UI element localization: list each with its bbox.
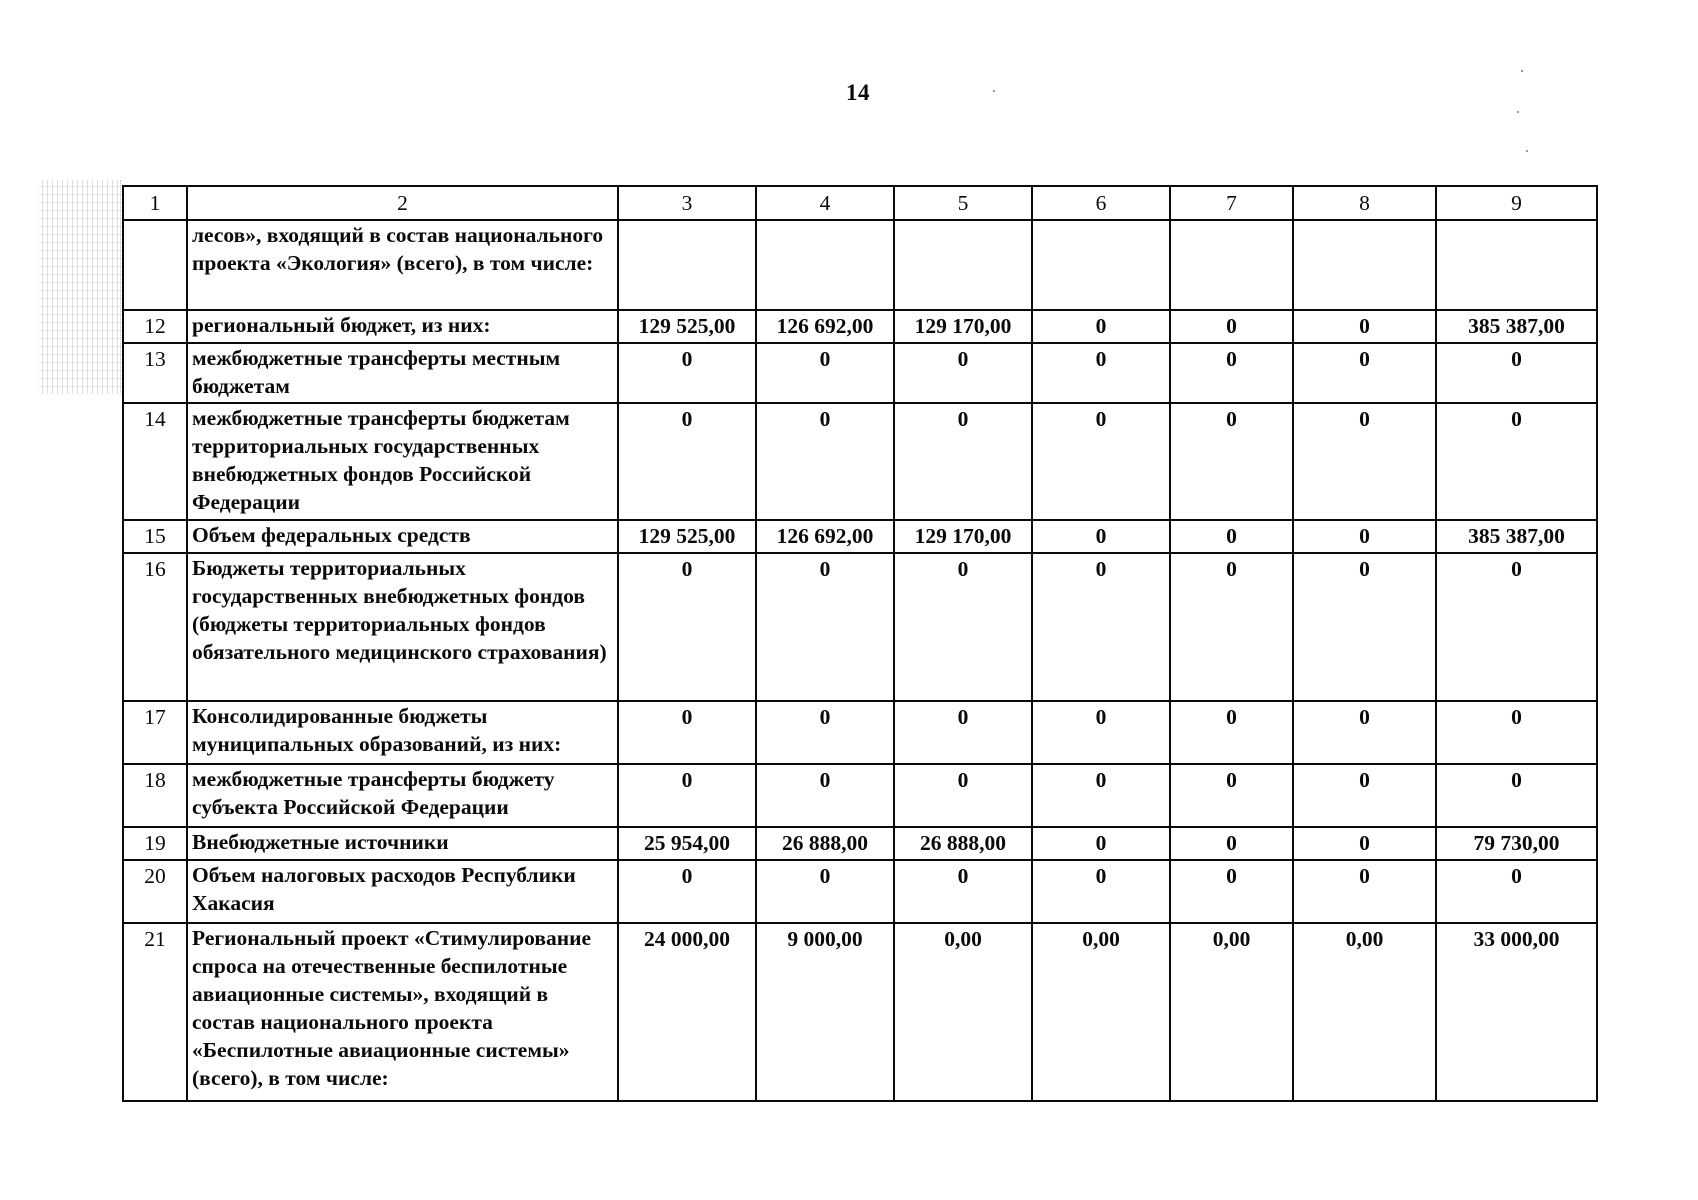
value-cell-col-3: 0	[618, 403, 756, 520]
row-label-cell: Объем налоговых расходов Республики Хакасия	[187, 860, 618, 923]
row-number-cell	[123, 220, 187, 310]
row-label-cell: Внебюджетные источники	[187, 827, 618, 860]
value-cell-col-5: 0	[894, 403, 1032, 520]
table-row	[123, 764, 1597, 827]
value-cell-col-9: 0	[1436, 343, 1597, 403]
value-cell-col-3	[618, 220, 756, 310]
row-label-cell: лесов», входящий в состав национального проекта «Экология» (всего), в том числе:	[187, 220, 618, 310]
row-label-cell: Бюджеты территориальных государственных внебюджетных фондов (бюджеты территориальных фондов обязательного медицинского страхования)	[187, 553, 618, 701]
value-cell-col-8: 0	[1293, 310, 1436, 343]
table-body	[123, 186, 1597, 1101]
value-cell-col-6: 0	[1032, 827, 1170, 860]
table-row	[123, 860, 1597, 923]
row-number-cell: 12	[123, 310, 187, 343]
value-cell-col-4: 26 888,00	[756, 827, 894, 860]
value-cell-col-8: 0	[1293, 520, 1436, 553]
value-cell-col-9: 0	[1436, 701, 1597, 764]
value-cell-col-3: 25 954,00	[618, 827, 756, 860]
value-cell-col-5: 129 170,00	[894, 520, 1032, 553]
table-row	[123, 310, 1597, 343]
value-cell-col-7: 0	[1170, 310, 1293, 343]
table-row	[123, 520, 1597, 553]
value-cell-col-7: 0	[1170, 860, 1293, 923]
value-cell-col-7	[1170, 220, 1293, 310]
header-cell: 6	[1032, 186, 1170, 220]
value-cell-col-7: 0	[1170, 343, 1293, 403]
value-cell-col-5	[894, 220, 1032, 310]
value-cell-col-8: 0	[1293, 827, 1436, 860]
value-cell-col-5: 0	[894, 764, 1032, 827]
value-cell-col-3: 0	[618, 701, 756, 764]
value-cell-col-6	[1032, 220, 1170, 310]
value-cell-col-6: 0	[1032, 520, 1170, 553]
value-cell-col-9: 0	[1436, 403, 1597, 520]
row-number-cell: 17	[123, 701, 187, 764]
value-cell-col-4: 9 000,00	[756, 923, 894, 1101]
value-cell-col-4	[756, 220, 894, 310]
scan-speck	[1517, 111, 1519, 113]
row-number-cell: 13	[123, 343, 187, 403]
row-number-cell: 15	[123, 520, 187, 553]
value-cell-col-8	[1293, 220, 1436, 310]
value-cell-col-3: 129 525,00	[618, 310, 756, 343]
header-cell: 2	[187, 186, 618, 220]
value-cell-col-9: 0	[1436, 553, 1597, 701]
value-cell-col-8: 0	[1293, 764, 1436, 827]
value-cell-col-5: 0,00	[894, 923, 1032, 1101]
header-cell: 9	[1436, 186, 1597, 220]
value-cell-col-9: 0	[1436, 860, 1597, 923]
value-cell-col-3: 0	[618, 343, 756, 403]
row-number-cell: 20	[123, 860, 187, 923]
value-cell-col-8: 0	[1293, 403, 1436, 520]
table-row	[123, 827, 1597, 860]
row-number-cell: 16	[123, 553, 187, 701]
value-cell-col-5: 0	[894, 860, 1032, 923]
value-cell-col-5: 0	[894, 343, 1032, 403]
scan-speck	[1521, 70, 1523, 72]
header-cell: 8	[1293, 186, 1436, 220]
value-cell-col-7: 0	[1170, 520, 1293, 553]
value-cell-col-7: 0	[1170, 827, 1293, 860]
header-cell: 7	[1170, 186, 1293, 220]
row-label-cell: межбюджетные трансферты бюджету субъекта Российской Федерации	[187, 764, 618, 827]
value-cell-col-7: 0	[1170, 764, 1293, 827]
budget-table	[122, 185, 1598, 1102]
value-cell-col-6: 0	[1032, 701, 1170, 764]
value-cell-col-6: 0	[1032, 860, 1170, 923]
value-cell-col-4: 126 692,00	[756, 310, 894, 343]
row-number-cell: 19	[123, 827, 187, 860]
value-cell-col-4: 0	[756, 860, 894, 923]
value-cell-col-3: 24 000,00	[618, 923, 756, 1101]
value-cell-col-6: 0	[1032, 764, 1170, 827]
value-cell-col-9: 385 387,00	[1436, 310, 1597, 343]
value-cell-col-5: 26 888,00	[894, 827, 1032, 860]
value-cell-col-3: 0	[618, 553, 756, 701]
value-cell-col-4: 0	[756, 701, 894, 764]
value-cell-col-3: 129 525,00	[618, 520, 756, 553]
value-cell-col-3: 0	[618, 860, 756, 923]
row-label-cell: региональный бюджет, из них:	[187, 310, 618, 343]
value-cell-col-4: 0	[756, 764, 894, 827]
value-cell-col-7: 0	[1170, 403, 1293, 520]
value-cell-col-6: 0,00	[1032, 923, 1170, 1101]
header-cell: 1	[123, 186, 187, 220]
table-row	[123, 220, 1597, 310]
value-cell-col-7: 0	[1170, 553, 1293, 701]
value-cell-col-6: 0	[1032, 553, 1170, 701]
value-cell-col-8: 0,00	[1293, 923, 1436, 1101]
scan-speck	[1526, 150, 1528, 152]
value-cell-col-6: 0	[1032, 310, 1170, 343]
value-cell-col-5: 129 170,00	[894, 310, 1032, 343]
row-number-cell: 21	[123, 923, 187, 1101]
table-row	[123, 553, 1597, 701]
header-cell: 3	[618, 186, 756, 220]
scan-speck	[993, 90, 995, 92]
value-cell-col-4: 0	[756, 343, 894, 403]
value-cell-col-5: 0	[894, 701, 1032, 764]
value-cell-col-6: 0	[1032, 403, 1170, 520]
table-row	[123, 701, 1597, 764]
value-cell-col-9	[1436, 220, 1597, 310]
value-cell-col-9: 0	[1436, 764, 1597, 827]
table-row	[123, 403, 1597, 520]
value-cell-col-8: 0	[1293, 701, 1436, 764]
value-cell-col-4: 126 692,00	[756, 520, 894, 553]
row-label-cell: Объем федеральных средств	[187, 520, 618, 553]
header-cell: 4	[756, 186, 894, 220]
value-cell-col-7: 0	[1170, 701, 1293, 764]
value-cell-col-9: 385 387,00	[1436, 520, 1597, 553]
header-cell: 5	[894, 186, 1032, 220]
value-cell-col-9: 33 000,00	[1436, 923, 1597, 1101]
value-cell-col-3: 0	[618, 764, 756, 827]
row-number-cell: 14	[123, 403, 187, 520]
value-cell-col-8: 0	[1293, 343, 1436, 403]
row-label-cell: Консолидированные бюджеты муниципальных образований, из них:	[187, 701, 618, 764]
table-row	[123, 343, 1597, 403]
value-cell-col-7: 0,00	[1170, 923, 1293, 1101]
value-cell-col-6: 0	[1032, 343, 1170, 403]
table-row	[123, 923, 1597, 1101]
margin-stamp-image	[38, 180, 121, 394]
value-cell-col-5: 0	[894, 553, 1032, 701]
value-cell-col-4: 0	[756, 403, 894, 520]
value-cell-col-8: 0	[1293, 553, 1436, 701]
value-cell-col-8: 0	[1293, 860, 1436, 923]
header-row	[123, 186, 1597, 220]
value-cell-col-9: 79 730,00	[1436, 827, 1597, 860]
row-label-cell: Региональный проект «Стимулирование спроса на отечественные беспилотные авиационные системы», входящий в состав национального проекта «Беспилотные авиационные системы» (всего), в том числе:	[187, 923, 618, 1101]
value-cell-col-4: 0	[756, 553, 894, 701]
page-number: 14	[846, 80, 870, 105]
row-label-cell: межбюджетные трансферты местным бюджетам	[187, 343, 618, 403]
row-label-cell: межбюджетные трансферты бюджетам территориальных государственных внебюджетных фондов Российской Федерации	[187, 403, 618, 520]
row-number-cell: 18	[123, 764, 187, 827]
